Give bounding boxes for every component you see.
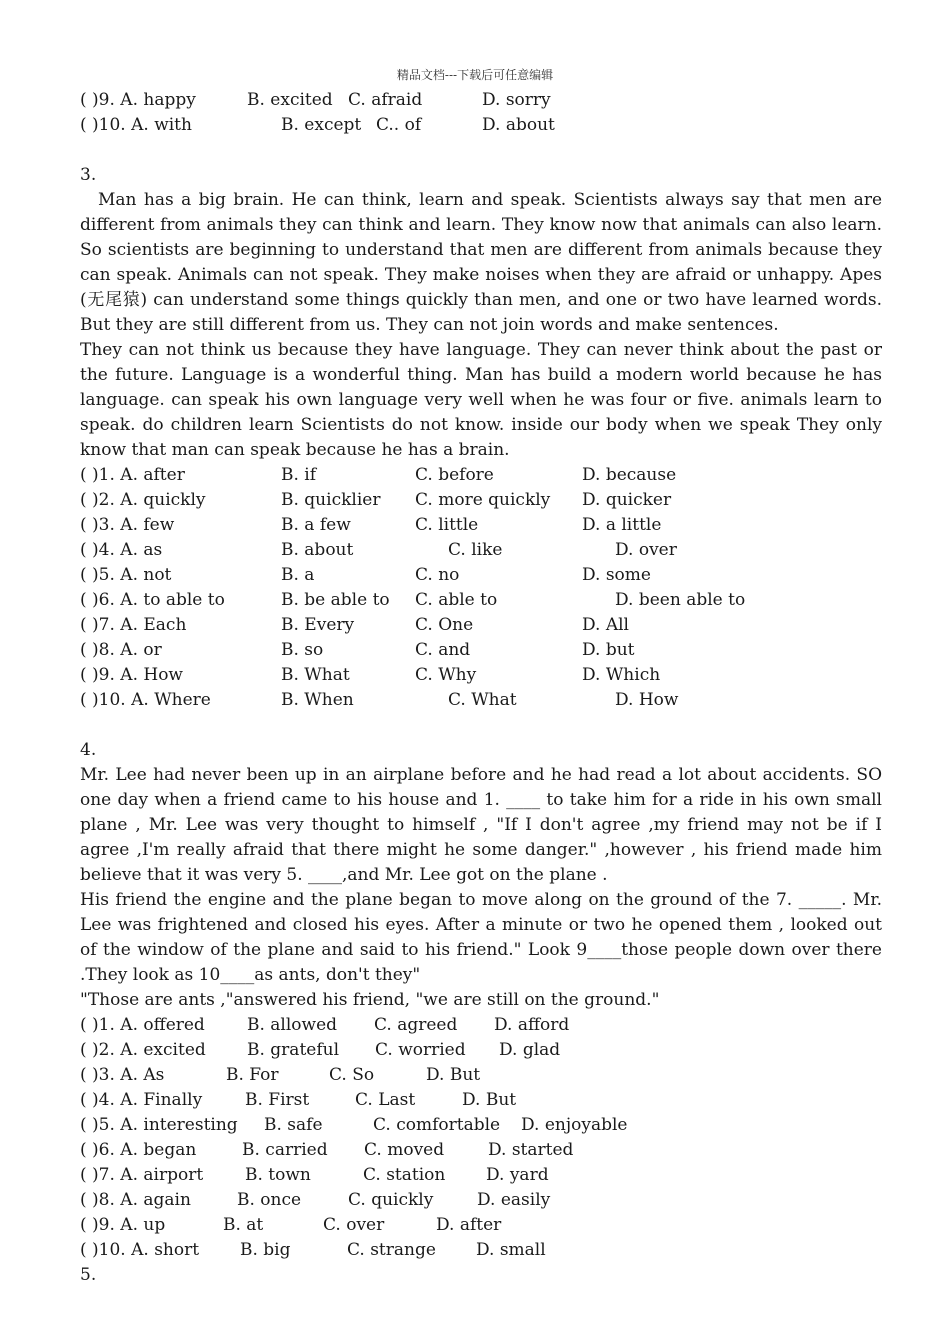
option-b: B. First bbox=[245, 1090, 310, 1110]
option-c: C. One bbox=[415, 615, 474, 635]
option-row bbox=[80, 538, 882, 563]
option-b: B. a bbox=[281, 565, 315, 585]
option-d: D. But bbox=[462, 1090, 517, 1110]
option-a: ( )10. A. short bbox=[80, 1240, 200, 1260]
option-b: B. big bbox=[240, 1240, 291, 1260]
option-d: D. over bbox=[615, 540, 677, 560]
option-b: B. safe bbox=[264, 1115, 323, 1135]
option-row bbox=[80, 638, 882, 663]
option-a: ( )4. A. as bbox=[80, 540, 163, 560]
option-row bbox=[80, 1063, 882, 1088]
option-c: C. over bbox=[323, 1215, 385, 1235]
option-c: C. able to bbox=[415, 590, 498, 610]
option-d: D. Which bbox=[582, 665, 661, 685]
option-row bbox=[80, 1163, 882, 1188]
option-c: C. Last bbox=[355, 1090, 416, 1110]
option-d: D. started bbox=[488, 1140, 574, 1160]
option-c: C. worried bbox=[375, 1040, 466, 1060]
option-a: ( )5. A. not bbox=[80, 565, 172, 585]
option-row bbox=[80, 88, 882, 113]
option-b: B. about bbox=[281, 540, 354, 560]
option-d: D. because bbox=[582, 465, 677, 485]
option-row bbox=[80, 663, 882, 688]
passage-paragraph: They can not think us because they have language. They can never think about the past or the future. Language is a wonderful thing. Man has build a modern world because he has language. can speak his own language very well when he was four or five. animals learn to speak. do children learn Scientists do not know. inside our body when we speak They only know that man can speak because he has a brain. bbox=[80, 340, 882, 460]
option-c: C. little bbox=[415, 515, 479, 535]
option-d: D. But bbox=[426, 1065, 481, 1085]
option-c: C. station bbox=[363, 1165, 446, 1185]
option-a: ( )3. A. As bbox=[80, 1065, 165, 1085]
option-row bbox=[80, 463, 882, 488]
document-content bbox=[80, 88, 882, 1288]
passage-paragraph: Man has a big brain. He can think, learn and speak. Scientists always say that men are different from animals they can think and learn. They know now that animals can also learn. So scientists are beginning to understand that men are different from animals because they can speak. Animals can not speak. They make noises when they are afraid or unhappy. Apes (无尾猿) can understand some things quickly than men, and one or two have learned words. But they are still different from us. They can not join words and make sentences. bbox=[80, 190, 882, 335]
option-a: ( )6. A. began bbox=[80, 1140, 197, 1160]
section-label: 3. bbox=[80, 165, 97, 185]
option-a: ( )2. A. excited bbox=[80, 1040, 206, 1060]
option-d: D. a little bbox=[582, 515, 662, 535]
option-d: D. sorry bbox=[482, 90, 551, 110]
option-d: D. small bbox=[476, 1240, 546, 1260]
option-c: C. strange bbox=[347, 1240, 436, 1260]
option-b: B. What bbox=[281, 665, 350, 685]
options-list bbox=[80, 463, 882, 713]
option-a: ( )8. A. or bbox=[80, 640, 162, 660]
option-d: D. easily bbox=[477, 1190, 551, 1210]
option-a: ( )1. A. offered bbox=[80, 1015, 205, 1035]
option-d: D. about bbox=[482, 115, 555, 135]
option-a: ( )8. A. again bbox=[80, 1190, 191, 1210]
option-a: ( )10. A. with bbox=[80, 115, 192, 135]
option-d: D. after bbox=[436, 1215, 502, 1235]
option-d: D. but bbox=[582, 640, 635, 660]
section-label: 4. bbox=[80, 740, 97, 760]
option-d: D. How bbox=[615, 690, 679, 710]
passage-paragraph: Mr. Lee had never been up in an airplane before and he had read a lot about accidents. SO one day when a friend came to his house and 1. ____ to take him for a ride in his own small plane , Mr. Lee was very thought to himself , "If I don't agree ,my friend may not be if I agree ,I'm really afraid that there might he some danger." ,however , his friend made him believe that it was very 5. ____,and Mr. Lee got on the plane . bbox=[80, 765, 882, 885]
option-row bbox=[80, 488, 882, 513]
option-b: B. quicklier bbox=[281, 490, 381, 510]
option-c: C. before bbox=[415, 465, 494, 485]
option-d: D. quicker bbox=[582, 490, 672, 510]
option-row bbox=[80, 688, 882, 713]
option-a: ( )7. A. airport bbox=[80, 1165, 204, 1185]
option-row bbox=[80, 1113, 882, 1138]
option-a: ( )10. A. Where bbox=[80, 690, 211, 710]
option-row bbox=[80, 1138, 882, 1163]
option-c: C. What bbox=[448, 690, 517, 710]
option-row bbox=[80, 1013, 882, 1038]
option-a: ( )1. A. after bbox=[80, 465, 185, 485]
section-label: 5. bbox=[80, 1265, 97, 1285]
option-row bbox=[80, 1188, 882, 1213]
option-c: C. quickly bbox=[348, 1190, 434, 1210]
option-c: C. moved bbox=[364, 1140, 445, 1160]
option-b: B. excited bbox=[247, 90, 333, 110]
option-a: ( )5. A. interesting bbox=[80, 1115, 238, 1135]
option-c: C. So bbox=[329, 1065, 375, 1085]
option-b: B. be able to bbox=[281, 590, 390, 610]
option-b: B. at bbox=[223, 1215, 264, 1235]
option-d: D. afford bbox=[494, 1015, 570, 1035]
option-b: B. so bbox=[281, 640, 324, 660]
option-b: B. grateful bbox=[247, 1040, 340, 1060]
passage-paragraph: His friend the engine and the plane began to move along on the ground of the 7. _____. Mr. Lee was frightened and closed his eyes. After a minute or two he opened them , looked out of the window of the plane and said to his friend." Look 9____those people down over there .They look as 10____as ants, don't they" bbox=[80, 890, 882, 985]
option-c: C. more quickly bbox=[415, 490, 551, 510]
option-row bbox=[80, 1038, 882, 1063]
option-d: D. enjoyable bbox=[521, 1115, 628, 1135]
option-c: C. Why bbox=[415, 665, 477, 685]
option-b: B. if bbox=[281, 465, 317, 485]
option-c: C. no bbox=[415, 565, 460, 585]
option-d: D. been able to bbox=[615, 590, 746, 610]
option-a: ( )7. A. Each bbox=[80, 615, 187, 635]
option-b: B. a few bbox=[281, 515, 351, 535]
option-c: C. agreed bbox=[374, 1015, 458, 1035]
option-d: D. All bbox=[582, 615, 629, 635]
option-a: ( )2. A. quickly bbox=[80, 490, 206, 510]
option-a: ( )3. A. few bbox=[80, 515, 175, 535]
option-b: B. once bbox=[237, 1190, 302, 1210]
option-b: B. When bbox=[281, 690, 354, 710]
option-a: ( )6. A. to able to bbox=[80, 590, 225, 610]
option-row bbox=[80, 1088, 882, 1113]
option-row bbox=[80, 563, 882, 588]
option-row bbox=[80, 113, 882, 138]
option-c: C. comfortable bbox=[373, 1115, 501, 1135]
option-c: C. and bbox=[415, 640, 471, 660]
option-b: B. carried bbox=[242, 1140, 328, 1160]
option-a: ( )9. A. up bbox=[80, 1215, 166, 1235]
option-b: B. allowed bbox=[247, 1015, 338, 1035]
option-a: ( )9. A. How bbox=[80, 665, 183, 685]
option-row bbox=[80, 588, 882, 613]
option-c: C. like bbox=[448, 540, 503, 560]
option-row bbox=[80, 613, 882, 638]
option-row bbox=[80, 513, 882, 538]
option-a: ( )4. A. Finally bbox=[80, 1090, 203, 1110]
option-b: B. Every bbox=[281, 615, 355, 635]
option-c: C.. of bbox=[376, 115, 422, 135]
option-d: D. some bbox=[582, 565, 651, 585]
option-b: B. town bbox=[245, 1165, 311, 1185]
option-row bbox=[80, 1213, 882, 1238]
passage-paragraph: "Those are ants ,"answered his friend, "we are still on the ground." bbox=[80, 990, 660, 1010]
option-a: ( )9. A. happy bbox=[80, 90, 196, 110]
option-b: B. except bbox=[281, 115, 362, 135]
option-d: D. yard bbox=[486, 1165, 549, 1185]
page-header: 精品文档---下载后可任意编辑 bbox=[396, 68, 554, 82]
option-c: C. afraid bbox=[348, 90, 423, 110]
option-b: B. For bbox=[226, 1065, 279, 1085]
options-list bbox=[80, 1013, 882, 1263]
option-d: D. glad bbox=[499, 1040, 561, 1060]
option-row bbox=[80, 1238, 882, 1263]
